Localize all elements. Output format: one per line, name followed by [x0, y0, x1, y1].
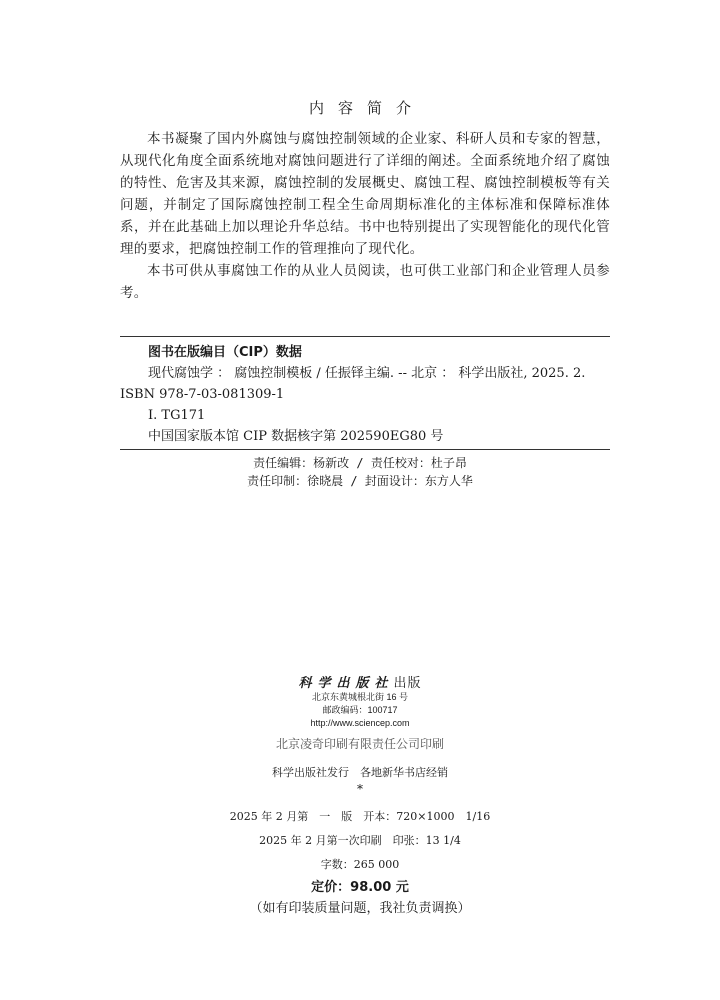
intro-paragraph-1: 本书凝聚了国内外腐蚀与腐蚀控制领域的企业家、科研人员和专家的智慧，从现代化角度全面系统地对腐蚀问题进行了详细的阐述。全面系统地介绍了腐蚀的特性、危害及其来源，腐蚀控制的发展概史、腐蚀工程、腐蚀控制模板等有关问题，并制定了国际腐蚀控制工程全生命周期标准化的主体标准和保障标准体系，并在此基础上加以理论升华总结。书中也特别提出了实现智能化的现代化管理的要求，把腐蚀控制工作的管理推向了现代化。 — [120, 131, 610, 257]
distribution-line: 科学出版社发行 各地新华书店经销 — [272, 767, 448, 779]
cip-heading: 图书在版编目（CIP）数据 — [148, 345, 302, 360]
edition-line-2: 2025 年 2 月第一次印刷 印张：13 1/4 — [259, 834, 461, 847]
cip-line-isbn: ISBN 978-7-03-081309-1 — [120, 387, 285, 402]
cip-bottom-rule — [120, 449, 610, 450]
quality-note: （如有印装质量问题，我社负责调换） — [249, 901, 471, 916]
publisher-name-suffix: 出版 — [393, 676, 422, 691]
publisher-name — [0, 672, 720, 691]
publisher-name-styled: 科学出版社 — [298, 676, 394, 691]
publisher-website: http://www.sciencep.com — [310, 718, 410, 728]
editors-line-1: 责任编辑：杨新改 / 责任校对：杜子昂 — [253, 456, 467, 470]
printer-name: 北京凌奇印刷有限责任公司印刷 — [275, 737, 444, 751]
editors-line-2: 责任印制：徐晓晨 / 封面设计：东方人华 — [247, 474, 473, 488]
intro-title: 内容简介 — [308, 99, 425, 117]
edition-block — [0, 805, 720, 919]
edition-line-1: 2025 年 2 月第 一 版 开本：720×1000 1/16 — [229, 810, 491, 823]
publisher-address: 北京东黄城根北街 16 号 — [311, 692, 408, 702]
publisher-postcode: 邮政编码：100717 — [322, 705, 398, 715]
editors-block — [0, 454, 720, 490]
intro-body — [120, 128, 610, 304]
price: 定价：98.00 元 — [311, 880, 409, 895]
cip-line-record: 中国国家版本馆 CIP 数据核字第 202590EG80 号 — [148, 429, 444, 444]
publisher-block — [0, 672, 720, 796]
cip-top-rule — [120, 336, 610, 337]
cip-line-title: 现代腐蚀学 ： 腐蚀控制模板 / 任振铎主编. -- 北京 ： 科学出版社, 2025. 2. — [148, 366, 586, 381]
intro-paragraph-2: 本书可供从事腐蚀工作的从业人员阅读，也可供工业部门和企业管理人员参考。 — [120, 263, 610, 301]
separator-asterisk: * — [357, 782, 363, 796]
cip-line-classification: Ⅰ. TG171 — [148, 408, 206, 423]
word-count: 字数：265 000 — [320, 858, 400, 871]
cip-block — [120, 342, 610, 447]
